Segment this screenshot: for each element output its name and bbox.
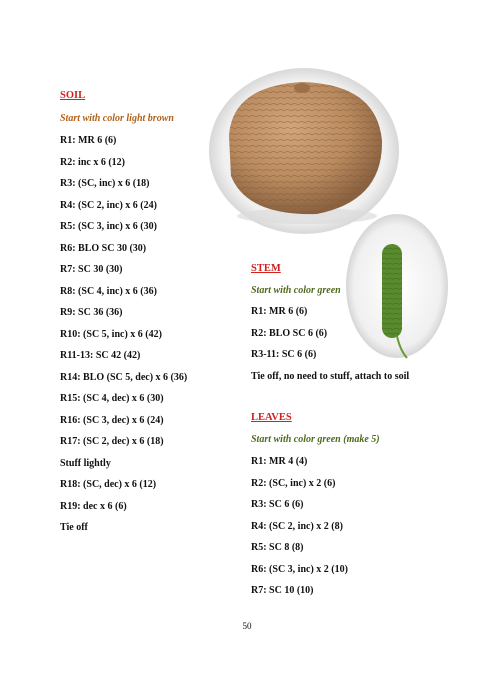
leaves-row: R4: (SC 2, inc) x 2 (8) bbox=[251, 520, 343, 532]
soil-row: R3: (SC, inc) x 6 (18) bbox=[60, 178, 150, 189]
soil-row: R14: BLO (SC 5, dec) x 6 (36) bbox=[60, 371, 188, 383]
stem-row: R3-11: SC 6 (6) bbox=[251, 349, 317, 360]
leaves-row: R2: (SC, inc) x 2 (6) bbox=[251, 477, 336, 489]
page-number: 50 bbox=[242, 621, 252, 631]
leaves-subtitle: Start with color green (make 5) bbox=[251, 434, 380, 445]
soil-row: R7: SC 30 (30) bbox=[60, 264, 123, 275]
leaves-row: R7: SC 10 (10) bbox=[251, 585, 314, 596]
leaves-row: R1: MR 4 (4) bbox=[251, 456, 308, 467]
soil-row: R6: BLO SC 30 (30) bbox=[60, 242, 147, 254]
soil-row: R19: dec x 6 (6) bbox=[60, 500, 127, 512]
leaves-row: R3: SC 6 (6) bbox=[251, 499, 304, 510]
leaves-heading: LEAVES bbox=[251, 412, 292, 423]
stem-row: R1: MR 6 (6) bbox=[251, 306, 308, 317]
soil-row: R11-13: SC 42 (42) bbox=[60, 350, 141, 361]
stem-row: R2: BLO SC 6 (6) bbox=[251, 327, 328, 339]
stem-row: Tie off, no need to stuff, attach to soil bbox=[251, 370, 410, 382]
soil-subtitle: Start with color light brown bbox=[60, 113, 174, 124]
soil-row: R2: inc x 6 (12) bbox=[60, 156, 125, 168]
soil-row: R8: (SC 4, inc) x 6 (36) bbox=[60, 285, 157, 297]
soil-row: R17: (SC 2, dec) x 6 (18) bbox=[60, 436, 164, 447]
soil-row: R16: (SC 3, dec) x 6 (24) bbox=[60, 414, 164, 426]
stem-subtitle: Start with color green bbox=[251, 285, 341, 296]
soil-row: Stuff lightly bbox=[60, 457, 111, 469]
soil-row: R5: (SC 3, inc) x 6 (30) bbox=[60, 221, 157, 232]
stem-photo bbox=[345, 212, 450, 360]
leaves-row: R6: (SC 3, inc) x 2 (10) bbox=[251, 563, 348, 575]
soil-row: R4: (SC 2, inc) x 6 (24) bbox=[60, 199, 157, 211]
leaves-row: R5: SC 8 (8) bbox=[251, 542, 304, 553]
soil-row: R18: (SC, dec) x 6 (12) bbox=[60, 479, 157, 490]
soil-row: Tie off bbox=[60, 522, 88, 533]
soil-row: R1: MR 6 (6) bbox=[60, 135, 117, 146]
soil-photo bbox=[207, 66, 402, 236]
stem-heading: STEM bbox=[251, 263, 281, 274]
soil-row: R9: SC 36 (36) bbox=[60, 307, 123, 318]
soil-row: R15: (SC 4, dec) x 6 (30) bbox=[60, 393, 164, 404]
soil-heading: SOIL bbox=[60, 90, 86, 101]
soil-row: R10: (SC 5, inc) x 6 (42) bbox=[60, 328, 162, 340]
